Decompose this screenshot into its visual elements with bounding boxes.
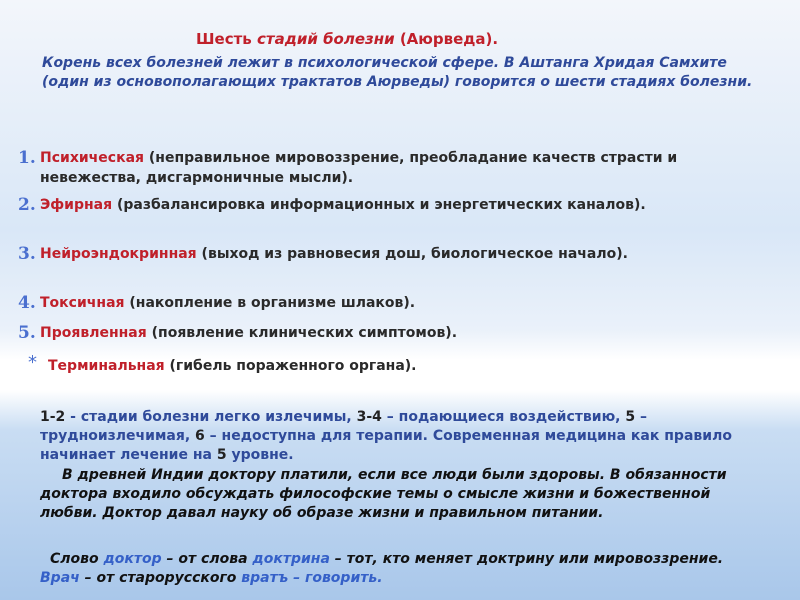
fact-number: 1-2 — [40, 409, 66, 425]
stage-term: Эфирная — [40, 197, 113, 213]
paragraph-text: – тот, кто меняет доктрину или мировоззрение. — [329, 551, 724, 567]
slide-title — [196, 30, 498, 48]
stage-term: Проявленная — [40, 325, 147, 341]
title-suffix: (Аюрведа). — [394, 30, 499, 48]
stage-number: 1. — [18, 148, 36, 168]
stage-number: 5. — [18, 323, 36, 343]
intro-paragraph: Корень всех болезней лежит в психологической сфере. В Аштанга Хридая Самхите (один из основополагающих трактатов Аюрведы) говорится о шести стадиях болезни. — [42, 55, 753, 90]
stage-term: Нейроэндокринная — [40, 246, 197, 262]
stage-term: Терминальная — [48, 358, 165, 374]
fact-number: 6 — [195, 428, 205, 444]
asterisk-bullet-icon: * — [28, 352, 37, 373]
title-italic: стадий болезни — [257, 30, 395, 48]
stage-number: 3. — [18, 244, 36, 264]
stage-description: (гибель пораженного органа). — [164, 358, 417, 374]
etymology-paragraph — [40, 550, 755, 588]
highlight-word: доктор — [103, 551, 162, 567]
fact-number: 5 — [625, 409, 636, 425]
stage-term: Токсичная — [40, 295, 125, 311]
highlight-word: доктрина — [252, 551, 330, 567]
highlight-word: Врач — [40, 570, 80, 586]
stage-description: (появление клинических симптомов). — [146, 325, 458, 341]
stage-number: 2. — [18, 195, 36, 215]
stage-description: (накопление в организме шлаков). — [124, 295, 416, 311]
fact-text: уровне. — [226, 447, 294, 463]
stage-description: (разбалансировка информационных и энергетических каналов). — [112, 197, 646, 213]
title-prefix: Шесть — [196, 30, 257, 48]
fact-text: – недоступна для терапии. Современная медицина как правило начинает лечение на — [40, 428, 732, 463]
paragraph-text: – от старорусского — [79, 570, 242, 586]
highlight-word: вратъ – говорить. — [241, 570, 383, 586]
fact-number: 3-4 — [356, 409, 382, 425]
paragraph-text: В древней Индии доктору платили, если все люди были здоровы. В обязанности доктора входило обсуждать философские темы о смысле жизни и божественной любви. Доктор давал науку об образе жизни и правильном питании. — [40, 467, 727, 521]
paragraph-text: Слово — [50, 551, 104, 567]
paragraph-text: – от слова — [161, 551, 253, 567]
fact-text: - стадии болезни легко излечимы, — [65, 409, 357, 425]
fact-text: – трудноизлечимая, — [40, 409, 648, 444]
ancient-india-paragraph — [40, 466, 755, 523]
fact-number: 5 — [216, 447, 227, 463]
stage-number: 4. — [18, 293, 36, 313]
stage-curability-summary — [40, 408, 750, 465]
fact-text: – подающиеся воздействию, — [381, 409, 626, 425]
stage-description: (неправильное мировоззрение, преобладание качеств страсти и невежества, дисгармоничные мысли). — [40, 150, 678, 186]
stage-term: Психическая — [40, 150, 145, 166]
stage-description: (выход из равновесия дош, биологическое начало). — [196, 246, 628, 262]
